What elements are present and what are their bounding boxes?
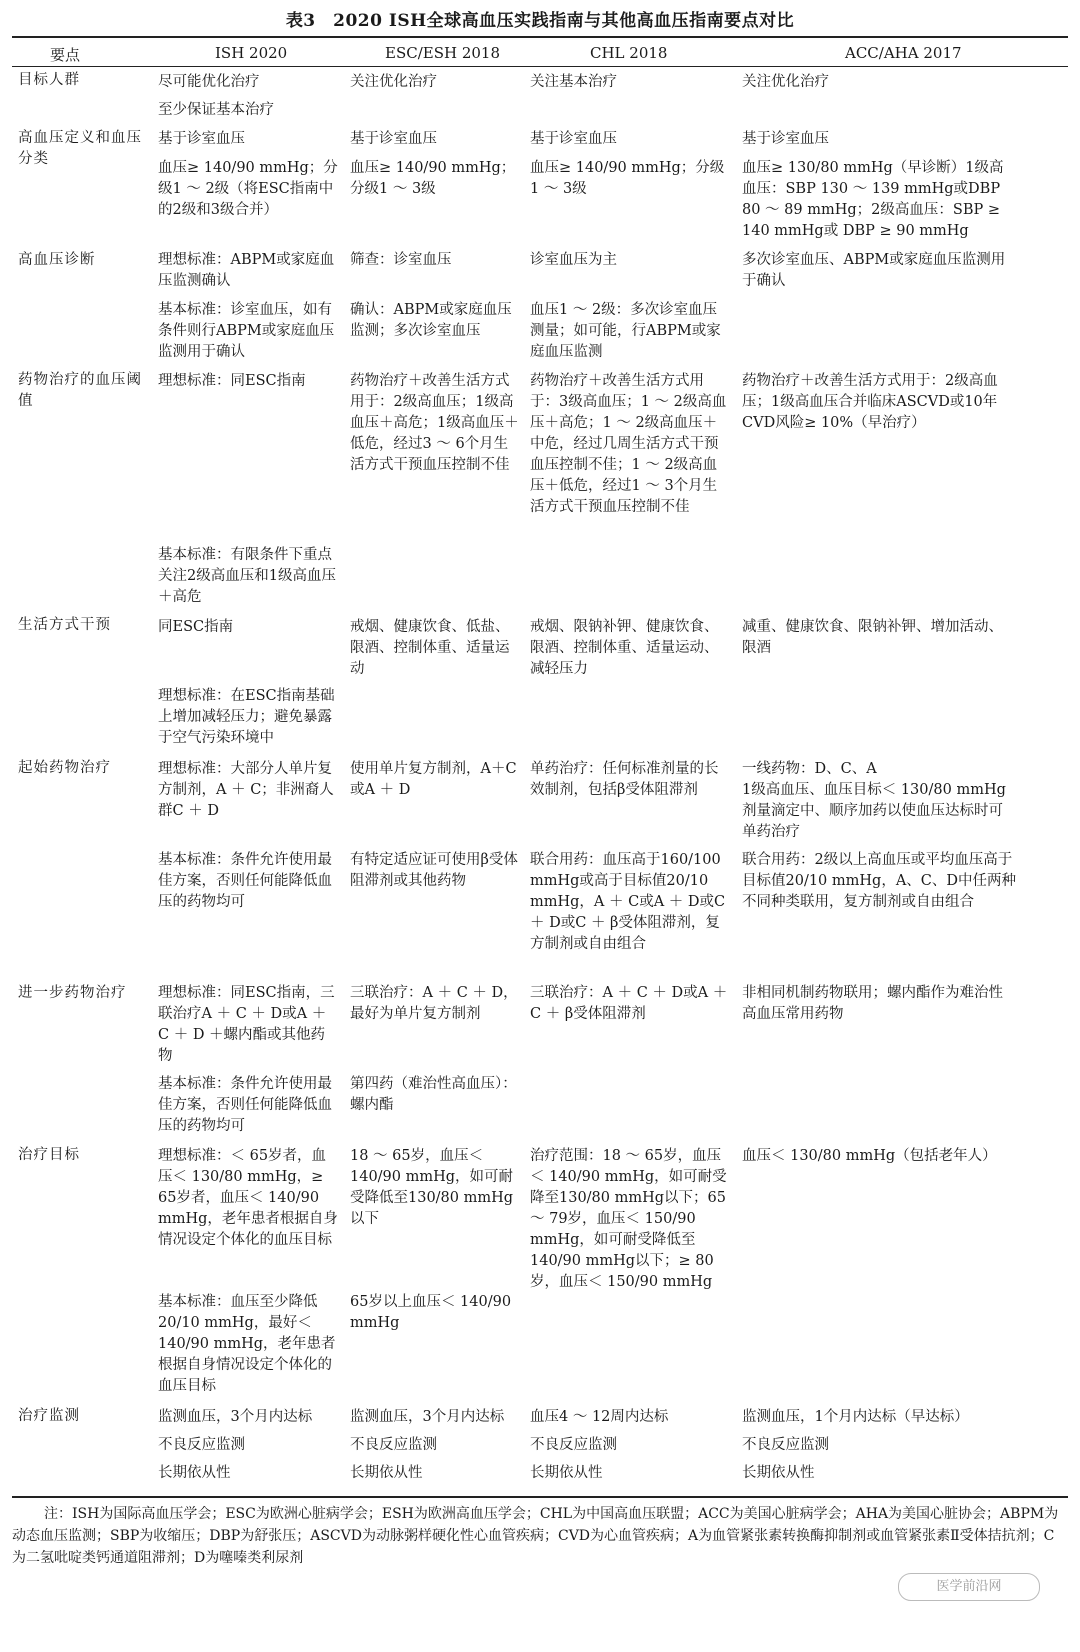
row-category: 生活方式干预 — [18, 617, 111, 633]
column-header: 要点 — [50, 46, 81, 64]
table-cell: 理想标准：同ESC指南 — [158, 373, 306, 389]
table-cell: 减重、健康饮食、限钠补钾、增加活动、限酒 — [742, 619, 1003, 656]
row-category: 起始药物治疗 — [18, 760, 111, 776]
watermark-stamp: 医学前沿网 — [898, 1573, 1040, 1601]
table-cell: 基于诊室血压 — [742, 131, 829, 147]
table-cell: 有特定适应证可使用β受体阻滞剂或其他药物 — [350, 852, 518, 889]
table-cell: 多次诊室血压、ABPM或家庭血压监测用于确认 — [742, 252, 1006, 289]
column-header: ISH 2020 — [215, 44, 288, 62]
table-cell: 18 ～ 65岁，血压＜ 140/90 mmHg，如可耐受降低至130/80 mmHg以下 — [350, 1148, 514, 1227]
top-rule — [12, 36, 1068, 38]
table-cell: 筛查：诊室血压 — [350, 252, 452, 268]
table-cell: 血压≥ 140/90 mmHg；分级1 ～ 2级（将ESC指南中的2级和3级合并） — [158, 160, 338, 218]
table-cell: 关注优化治疗 — [350, 74, 437, 90]
table-cell: 三联治疗：A ＋ C ＋ D，最好为单片复方制剂 — [350, 985, 518, 1022]
table-note: 注：ISH为国际高血压学会；ESC为欧洲心脏病学会；ESH为欧洲高血压学会；CHL为中国高血压联盟；ACC为美国心脏病学会；AHA为美国心脏协会；ABPM为动态血压监测；SBP为收缩压；DBP为舒张压；ASCVD为动脉粥样硬化性心血管疾病；CVD为心血管疾病；A为血管紧张素转换酶抑制剂或血管紧张素Ⅱ受体拮抗剂；C为二氢吡啶类钙通道阻滞剂；D为噻嗪类利尿剂 — [12, 1506, 1059, 1566]
row-category: 高血压诊断 — [18, 252, 96, 268]
table-cell: 基本标准：血压至少降低20/10 mmHg，最好＜ 140/90 mmHg，老年患者根据自身情况设定个体化的血压目标 — [158, 1294, 336, 1394]
table-cell: 血压≥ 130/80 mmHg（早诊断）1级高血压：SBP 130 ～ 139 mmHg或DBP 80 ～ 89 mmHg；2级高血压：SBP ≥ 140 mmHg或 DBP ≥ 90 mmHg — [742, 160, 1004, 239]
table-cell: 血压1 ～ 2级：多次诊室血压测量；如可能，行ABPM或家庭血压监测 — [530, 302, 721, 360]
header-rule — [12, 66, 1068, 67]
table-cell: 尽可能优化治疗 — [158, 74, 260, 90]
table-cell: 不良反应监测 — [350, 1437, 437, 1453]
table-cell: 至少保证基本治疗 — [158, 102, 274, 118]
table-cell: 监测血压，3个月内达标 — [350, 1409, 505, 1425]
table-cell: 血压≥ 140/90 mmHg；分级1 ～ 3级 — [530, 160, 725, 197]
bottom-rule — [12, 1496, 1068, 1498]
table-cell: 不良反应监测 — [530, 1437, 617, 1453]
table-cell: 使用单片复方制剂，A＋C或A ＋ D — [350, 761, 517, 798]
table-cell: 基本标准：条件允许使用最佳方案，否则任何能降低血压的药物均可 — [158, 1076, 332, 1134]
table-cell: 65岁以上血压＜ 140/90 mmHg — [350, 1294, 512, 1331]
column-header: CHL 2018 — [590, 44, 668, 62]
column-header: ACC/AHA 2017 — [845, 44, 962, 62]
table-cell: 药物治疗＋改善生活方式用于：3级高血压；1 ～ 2级高血压＋高危；1 ～ 2级高血压＋中危，经过几周生活方式干预血压控制不佳；1 ～ 2级高血压＋低危，经过1 ～ 3个月生活方式干预血压控制不佳 — [530, 373, 727, 515]
table-cell: 联合用药：2级以上高血压或平均血压高于目标值20/10 mmHg，A、C、D中任两种不同种类联用，复方制剂或自由组合 — [742, 852, 1017, 910]
row-category: 进一步药物治疗 — [18, 985, 127, 1001]
table-cell: 长期依从性 — [530, 1465, 603, 1481]
table-cell: 一线药物：D、C、A — [742, 761, 877, 777]
table-cell: 长期依从性 — [742, 1465, 815, 1481]
table-cell: 理想标准：大部分人单片复方制剂，A ＋ C；非洲裔人群C ＋ D — [158, 761, 334, 819]
table-cell: 同ESC指南 — [158, 619, 234, 635]
table-cell: 理想标准：ABPM或家庭血压监测确认 — [158, 252, 335, 289]
table-cell: 联合用药：血压高于160/100 mmHg或高于目标值20/10 mmHg，A ＋ C或A ＋ D或C ＋ D或C ＋ β受体阻滞剂，复方制剂或自由组合 — [530, 852, 726, 952]
table-cell: 三联治疗：A ＋ C ＋ D或A ＋ C ＋ β受体阻滞剂 — [530, 985, 728, 1022]
table-cell: 药物治疗＋改善生活方式用于：2级高血压；1级高血压合并临床ASCVD或10年CVD风险≥ 10%（早治疗） — [742, 373, 998, 431]
row-category: 目标人群 — [18, 72, 80, 88]
table-cell: 诊室血压为主 — [530, 252, 617, 268]
table-cell: 监测血压，1个月内达标（早达标） — [742, 1409, 969, 1425]
table-cell: 监测血压，3个月内达标 — [158, 1409, 313, 1425]
row-category: 治疗监测 — [18, 1408, 80, 1424]
table-cell: 基于诊室血压 — [530, 131, 617, 147]
table-title: 表3 2020 ISH全球高血压实践指南与其他高血压指南要点对比 — [285, 11, 795, 31]
table-cell: 理想标准：＜ 65岁者，血压＜ 130/80 mmHg，≥ 65岁者，血压＜ 140/90 mmHg，老年患者根据自身情况设定个体化的血压目标 — [158, 1148, 338, 1248]
table-cell: 1级高血压、血压目标＜ 130/80 mmHg剂量滴定中、顺序加药以使血压达标时可单药治疗 — [742, 782, 1006, 840]
table-cell: 戒烟、限钠补钾、健康饮食、限酒、控制体重、适量运动、减轻压力 — [530, 619, 719, 677]
table-cell: 长期依从性 — [158, 1465, 231, 1481]
table-cell: 戒烟、健康饮食、低盐、限酒、控制体重、适量运动 — [350, 619, 510, 677]
table-cell: 长期依从性 — [350, 1465, 423, 1481]
table-cell: 理想标准：在ESC指南基础上增加减轻压力；避免暴露于空气污染环境中 — [158, 688, 335, 746]
table-cell: 药物治疗＋改善生活方式用于：2级高血压；1级高血压＋高危；1级高血压＋低危，经过3 ～ 6个月生活方式干预血压控制不佳 — [350, 373, 519, 473]
table-cell: 基于诊室血压 — [158, 131, 245, 147]
table-cell: 血压≥ 140/90 mmHg；分级1 ～ 3级 — [350, 160, 516, 197]
table-cell: 血压4 ～ 12周内达标 — [530, 1409, 669, 1425]
table-cell: 基本标准：有限条件下重点关注2级高血压和1级高血压＋高危 — [158, 547, 336, 605]
table-cell: 治疗范围：18 ～ 65岁，血压＜ 140/90 mmHg，如可耐受降至130/80 mmHg以下；65 ～ 79岁，血压＜ 150/90 mmHg，如可耐受降低至140/90 mmHg以下；≥ 80岁，血压＜ 150/90 mmHg — [530, 1148, 727, 1290]
table-cell: 非相同机制药物联用；螺内酯作为难治性高血压常用药物 — [742, 985, 1003, 1022]
row-category: 药物治疗的血压阈值 — [18, 372, 142, 409]
row-category: 高血压定义和血压分类 — [18, 130, 142, 167]
table-cell: 单药治疗：任何标准剂量的长效制剂，包括β受体阻滞剂 — [530, 761, 719, 798]
table-cell: 基本标准：诊室血压，如有条件则行ABPM或家庭血压监测用于确认 — [158, 302, 335, 360]
table-cell: 不良反应监测 — [742, 1437, 829, 1453]
table-cell: 理想标准：同ESC指南，三联治疗A ＋ C ＋ D或A ＋ C ＋ D ＋螺内酯或其他药物 — [158, 985, 335, 1064]
table-cell: 关注优化治疗 — [742, 74, 829, 90]
table-cell: 基于诊室血压 — [350, 131, 437, 147]
table-cell: 不良反应监测 — [158, 1437, 245, 1453]
row-category: 治疗目标 — [18, 1147, 80, 1163]
table-cell: 关注基本治疗 — [530, 74, 617, 90]
table-cell: 基本标准：条件允许使用最佳方案，否则任何能降低血压的药物均可 — [158, 852, 332, 910]
table-cell: 血压＜ 130/80 mmHg（包括老年人） — [742, 1148, 997, 1164]
table-cell: 第四药（难治性高血压）：螺内酯 — [350, 1076, 517, 1113]
table-cell: 确认：ABPM或家庭血压监测；多次诊室血压 — [350, 302, 512, 339]
column-header: ESC/ESH 2018 — [385, 44, 501, 62]
